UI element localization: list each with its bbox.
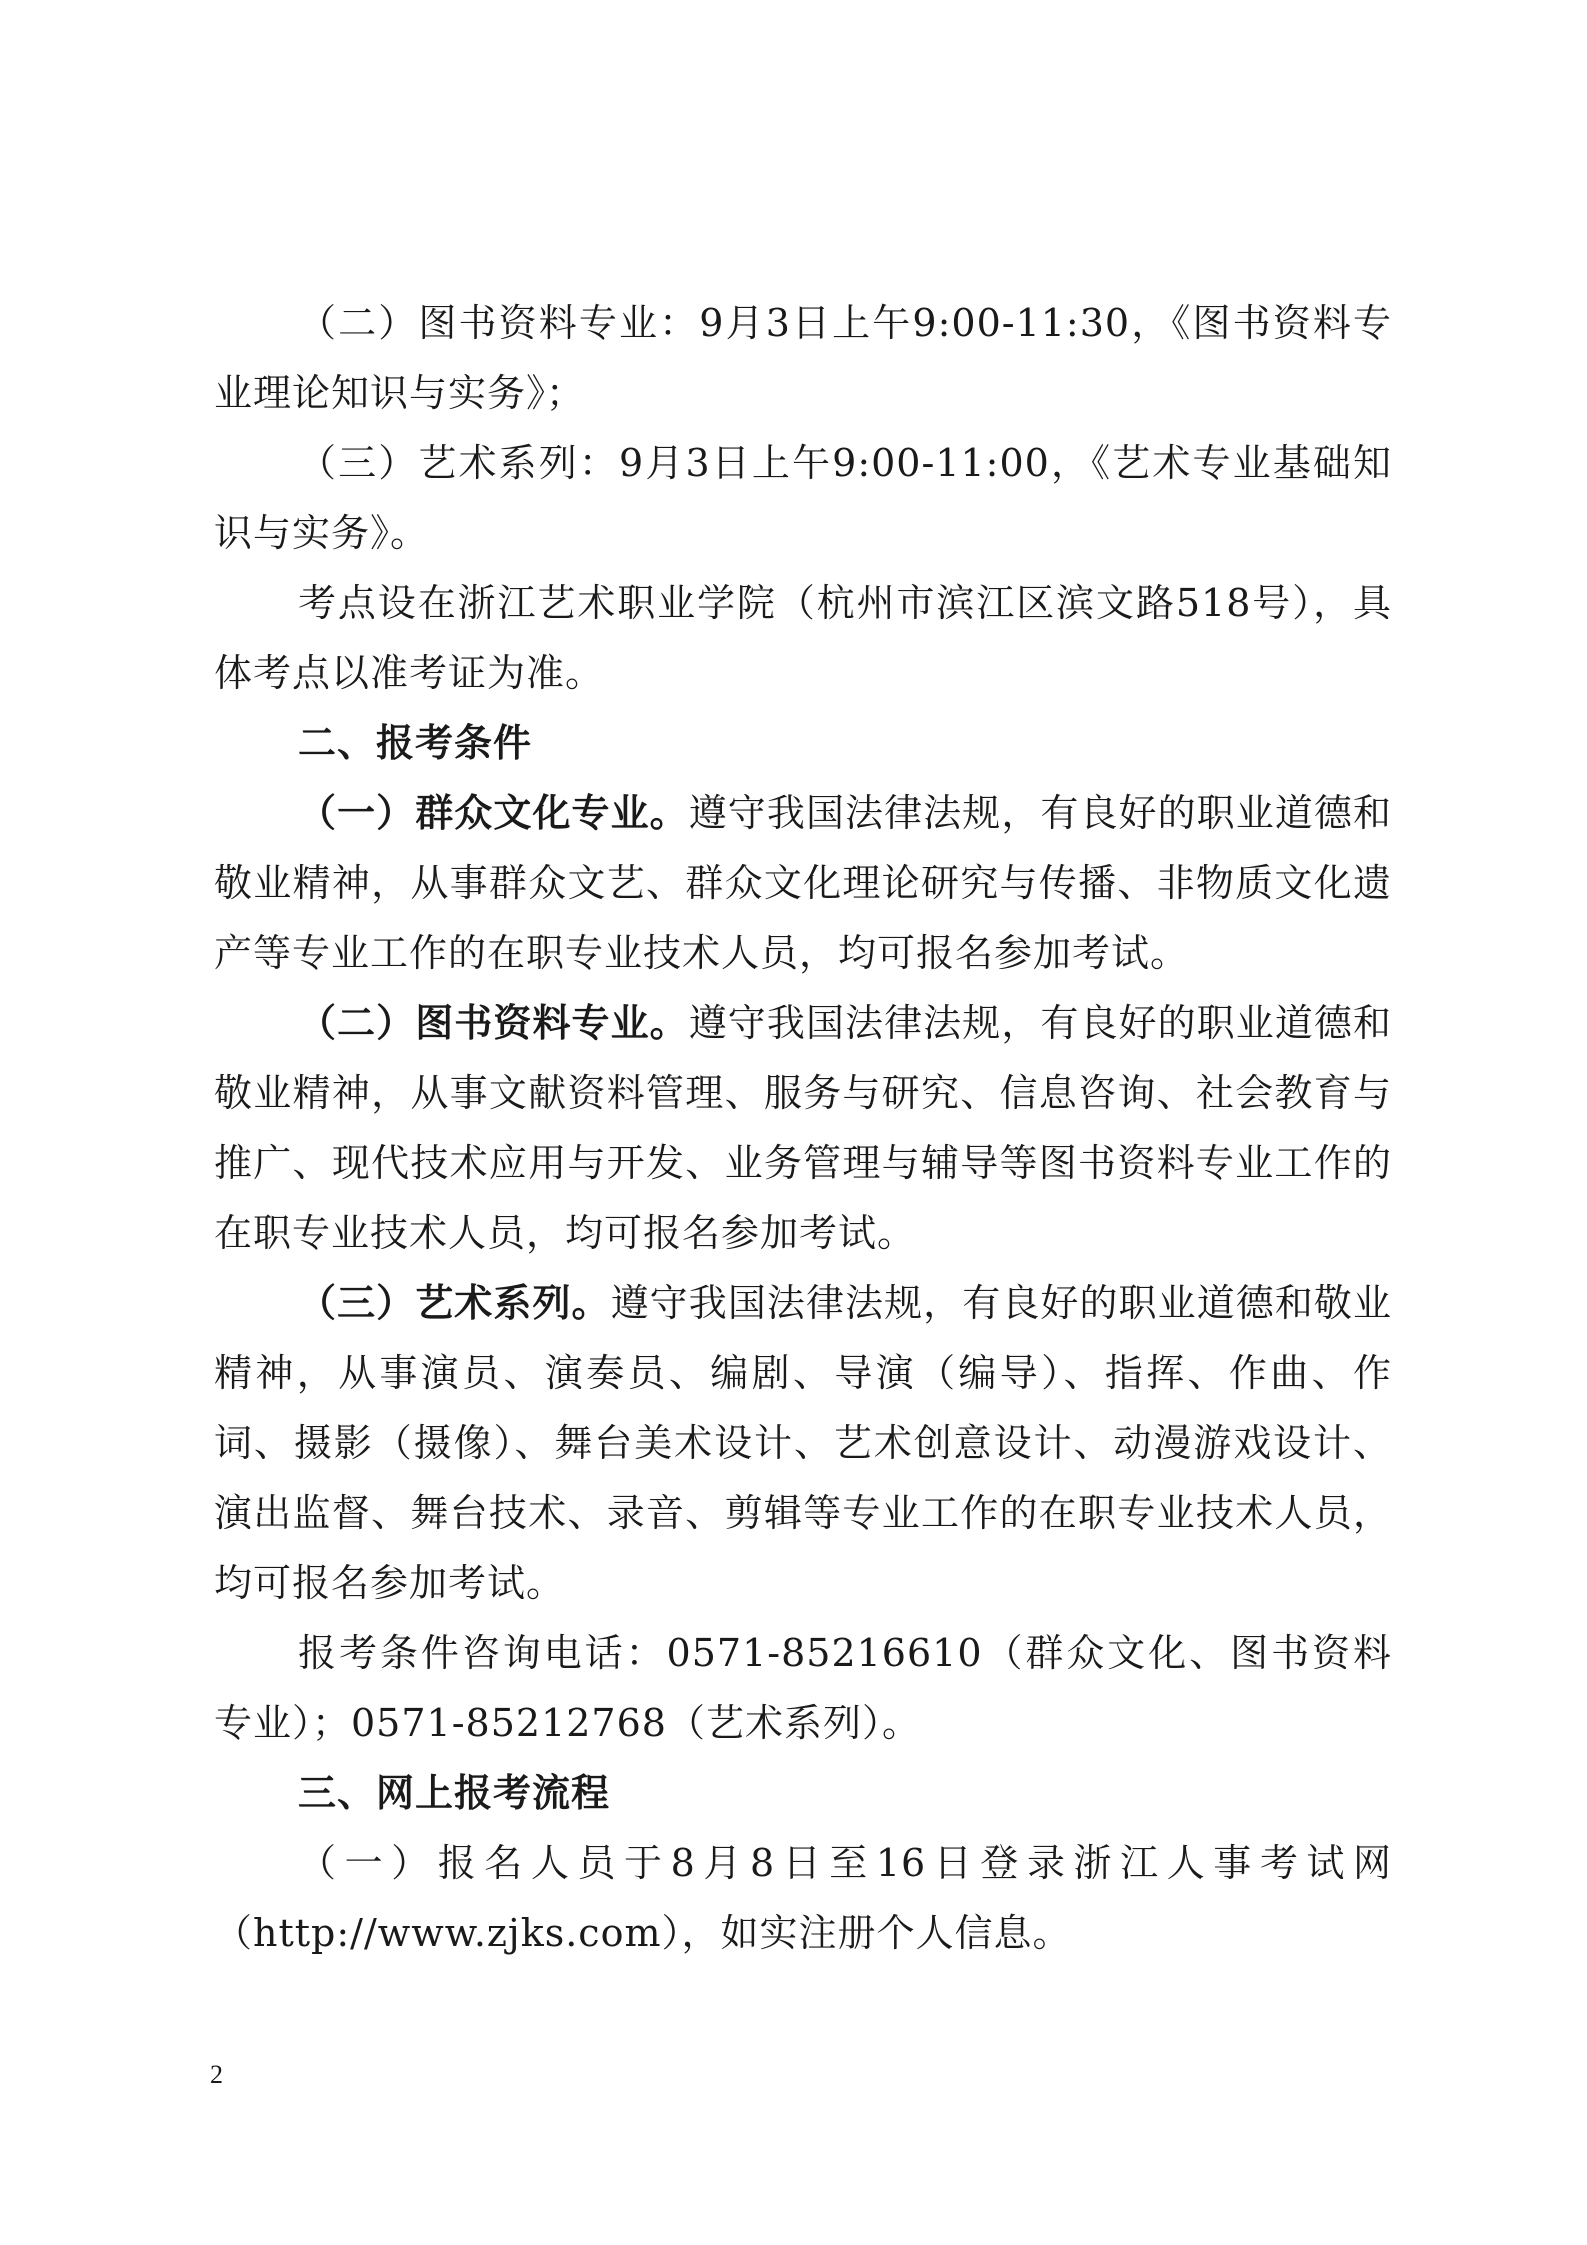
item-lead: （一）群众文化专业。 [298,790,689,835]
paragraph-library-major [214,988,1392,1268]
page-content [214,288,1392,1968]
item-text: 遵守我国法律法规，有良好的职业道德和敬业精神，从事演员、演奏员、编剧、导演（编导）、指挥、作曲、作词、摄影（摄像）、舞台美术设计、艺术创意设计、动漫游戏设计、演出监督、舞台技术、录音、剪辑等专业工作的在职专业技术人员，均可报名参加考试。 [214,1281,1392,1605]
paragraph-art-exam-time: （三）艺术系列：9月3日上午9:00-11:00，《艺术专业基础知识与实务》。 [214,441,1392,555]
item-lead: （二）图书资料专业。 [298,1000,689,1045]
paragraph-art-series [214,1268,1392,1618]
section-heading-conditions: 二、报考条件 [298,721,533,765]
section-heading-online-process: 三、网上报考流程 [298,1771,611,1815]
paragraph-exam-venue: 考点设在浙江艺术职业学院（杭州市滨江区滨文路518号），具体考点以准考证为准。 [214,581,1392,695]
page-number: 2 [210,2060,223,2089]
paragraph-mass-culture [214,778,1392,988]
paragraph-consult-phone: 报考条件咨询电话：0571-85216610（群众文化、图书资料专业）；0571-85212768（艺术系列）。 [214,1631,1392,1745]
paragraph-library-exam-time: （二）图书资料专业：9月3日上午9:00-11:30，《图书资料专业理论知识与实务》； [214,301,1392,415]
item-text: 遵守我国法律法规，有良好的职业道德和敬业精神，从事文献资料管理、服务与研究、信息咨询、社会教育与推广、现代技术应用与开发、业务管理与辅导等图书资料专业工作的在职专业技术人员，均可报名参加考试。 [214,1001,1392,1255]
paragraph-register-step: （一）报名人员于8月8日至16日登录浙江人事考试网（http://www.zjks.com），如实注册个人信息。 [214,1841,1392,1955]
item-text: 遵守我国法律法规，有良好的职业道德和敬业精神，从事群众文艺、群众文化理论研究与传播、非物质文化遗产等专业工作的在职专业技术人员，均可报名参加考试。 [214,791,1392,975]
item-lead: （三）艺术系列。 [298,1280,611,1325]
